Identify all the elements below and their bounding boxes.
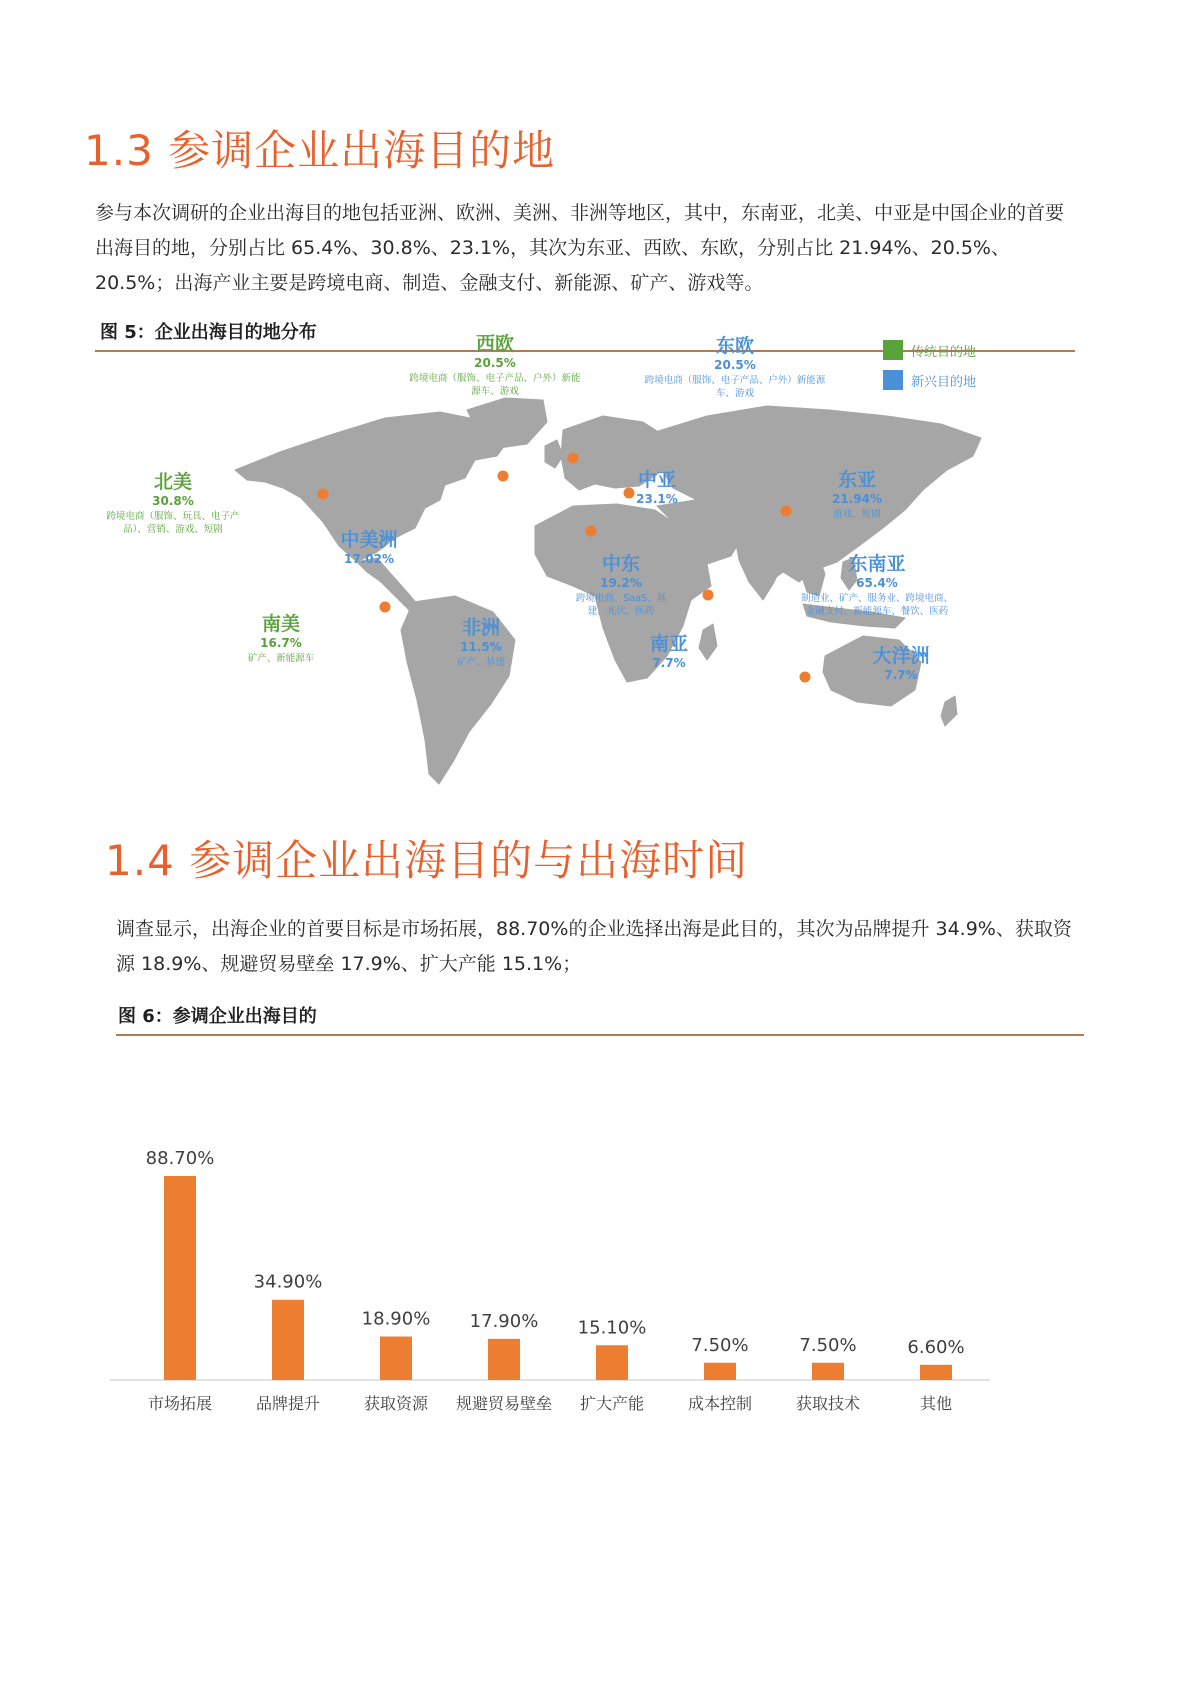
purpose-bar-chart — [110, 1120, 1080, 1580]
region-industries: 跨境电商（服饰、电子产品、户外）新能源 — [644, 375, 826, 386]
region-pct: 16.7% — [260, 636, 302, 650]
region-pct: 19.2% — [600, 576, 642, 590]
category-label: 获取技术 — [795, 1394, 861, 1413]
region-name: 东南亚 — [848, 553, 906, 575]
bar-3 — [488, 1339, 520, 1380]
category-label: 扩大产能 — [579, 1394, 645, 1413]
bar-value-label: 15.10% — [577, 1317, 647, 1339]
section-title-1-4: 1.4 参调企业出海目的与出海时间 — [105, 836, 749, 885]
section-paragraph-1-3: 参与本次调研的企业出海目的地包括亚洲、欧洲、美洲、非洲等地区，其中，东南亚，北美、中亚是中国企业的首要出海目的地，分别占比 65.4%、30.8%、23.1%，其次为东亚、西欧、东欧，分别占比 21.94%、20.5%、20.5%；出海产业主要是跨境电商、制造、金融支付、新能源、矿产、游戏等。 — [95, 202, 1065, 294]
location-dot — [586, 526, 597, 537]
region-pct: 7.7% — [652, 656, 686, 670]
region-pct: 11.5% — [460, 640, 502, 654]
region-name: 非洲 — [461, 617, 501, 639]
region-name: 西欧 — [475, 333, 515, 355]
landmass-uk — [545, 440, 563, 468]
region-pct: 17.02% — [344, 552, 394, 566]
region-pct: 20.5% — [474, 356, 516, 370]
world-map — [95, 333, 1085, 820]
region-name: 中亚 — [637, 469, 677, 491]
category-label: 品牌提升 — [255, 1394, 321, 1413]
region-industries: 制造业、矿产、服务业、跨境电商、 — [800, 593, 954, 604]
region-label-west-europe — [409, 332, 580, 397]
region-pct: 65.4% — [856, 576, 898, 590]
region-name: 大洋洲 — [872, 645, 930, 667]
region-pct: 21.94% — [832, 492, 882, 506]
section-title-1-3: 1.3 参调企业出海目的地 — [84, 126, 556, 175]
region-name: 东欧 — [715, 335, 755, 357]
region-name: 南美 — [261, 613, 301, 635]
location-dot — [568, 453, 579, 464]
category-label: 其他 — [919, 1394, 953, 1413]
region-name: 南亚 — [649, 633, 689, 655]
region-name: 中东 — [601, 553, 641, 575]
region-name: 中美洲 — [340, 529, 398, 551]
bar-value-label: 7.50% — [691, 1334, 749, 1356]
bar-value-label: 17.90% — [469, 1310, 539, 1332]
bar-value-label: 18.90% — [361, 1308, 431, 1330]
bar-2 — [380, 1337, 412, 1380]
bar-value-label: 6.60% — [907, 1336, 965, 1358]
region-industries: 矿产、新能源车 — [247, 653, 315, 664]
bar-value-label: 34.90% — [253, 1271, 323, 1293]
landmass-india — [735, 532, 787, 600]
location-dot — [624, 488, 635, 499]
region-industries: 游戏、短剧 — [833, 509, 881, 520]
location-dot — [800, 672, 811, 683]
region-industries: 建、光伏、医药 — [587, 606, 655, 617]
figure-6-rule — [116, 1034, 1084, 1036]
region-label-south-asia — [650, 633, 688, 670]
bar-1 — [272, 1300, 304, 1380]
location-dot — [380, 602, 391, 613]
bar-value-label: 7.50% — [799, 1334, 857, 1356]
region-industries: 金融支付、新能源车、餐饮、医药 — [805, 606, 949, 617]
landmass-new-zealand — [941, 696, 957, 726]
location-dot — [781, 506, 792, 517]
location-dot — [318, 489, 329, 500]
region-industries: 源车、游戏 — [471, 386, 519, 397]
legend-label-emerging: 新兴目的地 — [911, 375, 977, 390]
region-industries: 品）、营销、游戏、短剧 — [123, 524, 223, 535]
region-name: 北美 — [153, 471, 193, 493]
landmass-madagascar — [699, 624, 717, 660]
legend-swatch-emerging — [883, 370, 903, 390]
location-dot — [498, 471, 509, 482]
region-industries: 车、游戏 — [715, 388, 755, 399]
region-industries: 跨境电商（服饰、玩具、电子产 — [106, 511, 240, 522]
legend-swatch-traditional — [883, 340, 903, 360]
figure-caption-6: 图 6：参调企业出海目的 — [118, 1006, 317, 1027]
category-label: 获取资源 — [363, 1394, 429, 1413]
figure-caption-5: 图 5：企业出海目的地分布 — [100, 322, 317, 343]
bar-6 — [812, 1363, 844, 1380]
region-label-africa — [457, 616, 505, 668]
region-pct: 23.1% — [636, 492, 678, 506]
map-legend — [883, 340, 976, 390]
location-dot — [703, 590, 714, 601]
region-pct: 20.5% — [714, 358, 756, 372]
region-label-central-asia — [636, 468, 678, 506]
region-name: 东亚 — [837, 469, 877, 491]
bar-4 — [596, 1345, 628, 1380]
category-label: 市场拓展 — [147, 1394, 213, 1413]
bar-0 — [164, 1176, 196, 1380]
bar-5 — [704, 1363, 736, 1380]
region-industries: 跨境电商（服饰、电子产品、户外）新能 — [409, 373, 581, 384]
section-paragraph-1-4: 调查显示，出海企业的首要目标是市场拓展，88.70%的企业选择出海是此目的，其次为品牌提升 34.9%、获取资源 18.9%、规避贸易壁垒 17.9%、扩大产能 15.1%； — [116, 918, 1072, 975]
bar-value-label: 88.70% — [145, 1147, 215, 1169]
region-label-east-asia — [832, 468, 882, 520]
region-industries: 跨境电商、SaaS、基 — [575, 593, 667, 604]
legend-label-traditional: 传统目的地 — [911, 345, 977, 360]
bar-7 — [920, 1365, 952, 1380]
category-label: 成本控制 — [687, 1394, 753, 1413]
region-label-north-america — [106, 470, 240, 535]
region-label-south-america — [248, 612, 315, 664]
region-pct: 30.8% — [152, 494, 194, 508]
region-label-east-europe — [645, 334, 826, 399]
region-pct: 7.7% — [884, 668, 918, 682]
category-label: 规避贸易壁垒 — [455, 1394, 553, 1413]
region-industries: 矿产、基建 — [457, 657, 505, 668]
region-label-central-america — [340, 528, 397, 566]
